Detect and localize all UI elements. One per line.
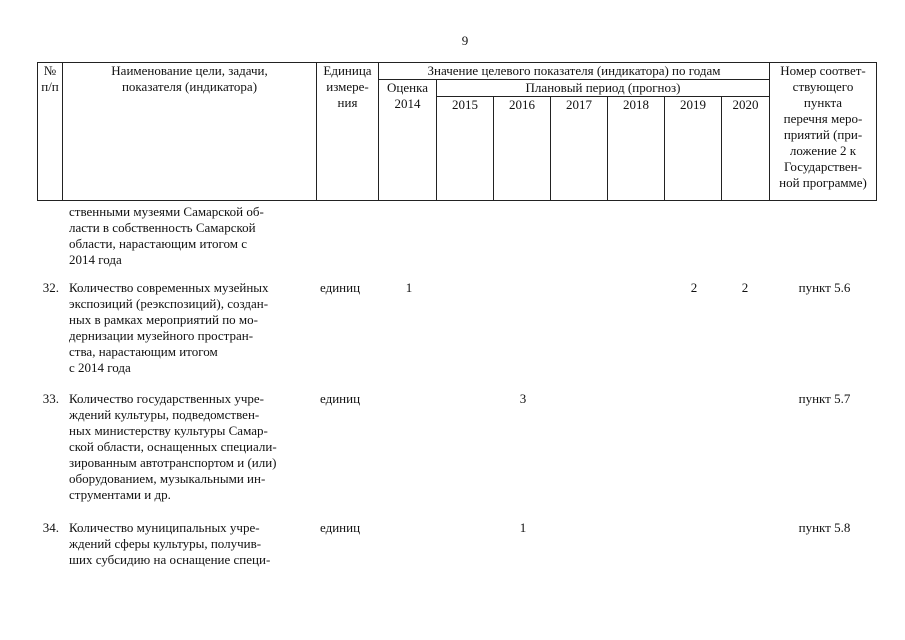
header-estimate: Оценка 2014 (379, 80, 437, 201)
page-number: 9 (461, 33, 469, 48)
header-year-2016: 2016 (494, 97, 551, 201)
header-year-2017: 2017 (551, 97, 608, 201)
row-value-2014: 1 (405, 280, 413, 295)
header-year-2018: 2018 (608, 97, 665, 201)
row-value-2019: 2 (690, 280, 698, 295)
row-name: Количество муниципальных учре- ждений сферы культуры, получив- ших субсидию на оснащение специ- (69, 520, 271, 567)
row-value-2016: 1 (519, 520, 527, 535)
header-plan-period: Плановый период (прогноз) (437, 80, 770, 97)
row-number: 34. (42, 520, 59, 535)
header-year-2020: 2020 (722, 97, 770, 201)
row-ref: пункт 5.7 (798, 391, 851, 406)
row-ref: пункт 5.8 (798, 520, 851, 535)
row-value-2016: 3 (519, 391, 527, 406)
row-name: Количество государственных учре- ждений культуры, подведомствен- ных министерству культуры Самар- ской области, оснащенных специали- зированным автотранспортом и (или) оборудованием, музыкальными ин- струментами и др. (69, 391, 277, 502)
row-unit: единиц (320, 520, 361, 535)
row-value-2020: 2 (741, 280, 749, 295)
row-number: 32. (42, 280, 59, 295)
header-value-group: Значение целевого показателя (индикатора) по годам (379, 63, 770, 80)
header-num: № п/п (38, 63, 63, 201)
header-year-2015: 2015 (437, 97, 494, 201)
row-number: 33. (42, 391, 59, 406)
row-name: Количество современных музейных экспозиций (реэкспозиций), создан- ных в рамках мероприятий по мо- дернизации музейного простран- ства, нарастающим итогом с 2014 года (69, 280, 269, 375)
header-ref: Номер соответ- ствующего пункта перечня меро- приятий (при- ложение 2 к Государствен- ной программе) (770, 63, 877, 201)
row-ref: пункт 5.6 (798, 280, 851, 295)
row-unit: единиц (320, 280, 361, 295)
header-year-2019: 2019 (665, 97, 722, 201)
table-header (37, 62, 877, 201)
row-unit: единиц (320, 391, 361, 406)
continuation-text: ственными музеями Самарской об- ласти в собственность Самарской области, нарастающим итогом с 2014 года (69, 204, 264, 267)
header-name: Наименование цели, задачи, показателя (индикатора) (63, 63, 317, 201)
header-unit: Единица измере- ния (317, 63, 379, 201)
